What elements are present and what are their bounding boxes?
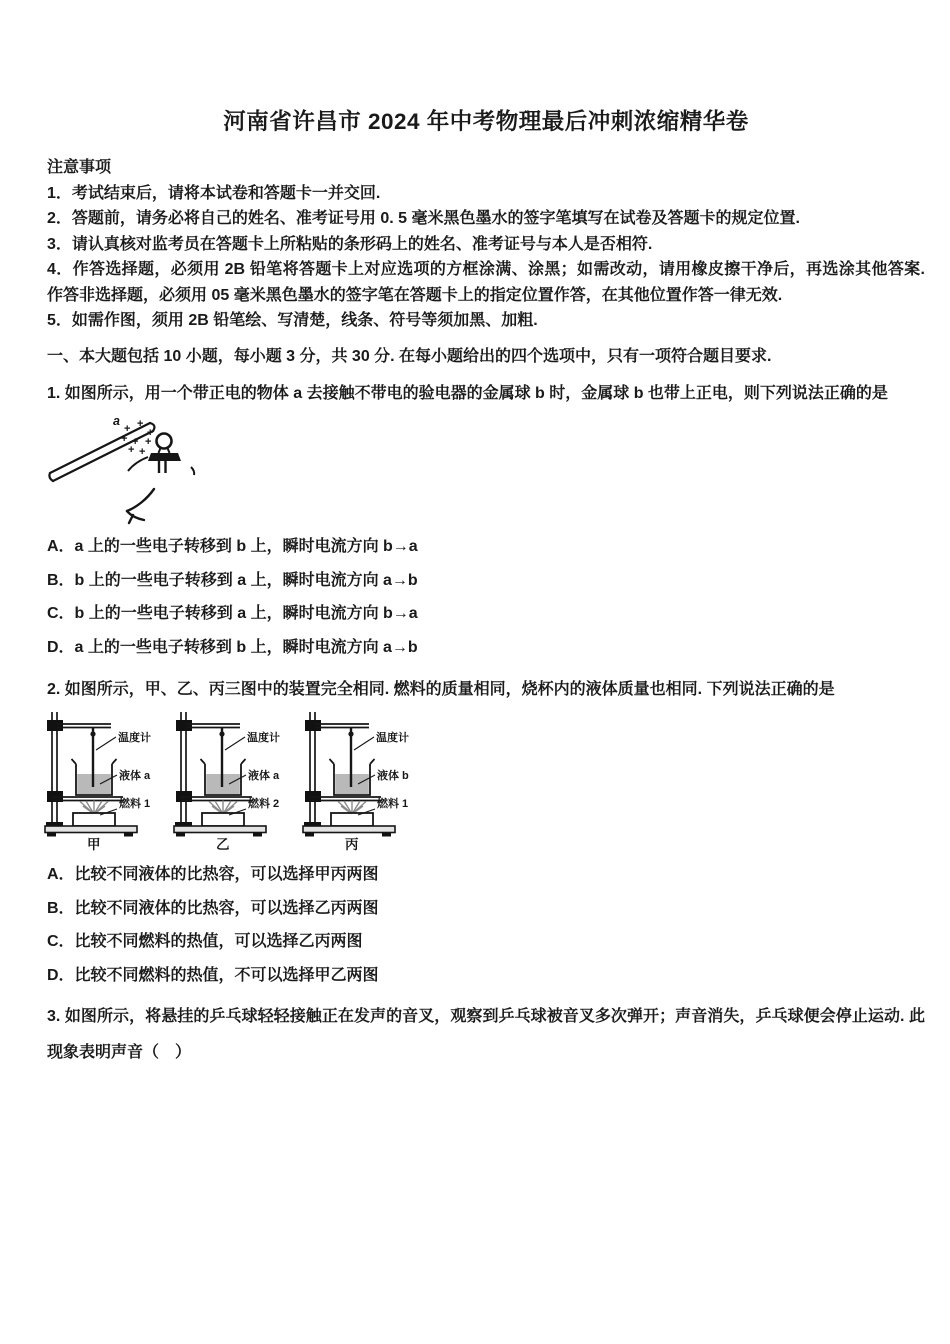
stand-base (174, 826, 266, 833)
metal-ball-b (157, 434, 172, 449)
question-1-figure (47, 415, 925, 527)
fuel-label: 燃料 2 (248, 798, 280, 810)
apparatus-diagram-jia (43, 711, 169, 851)
fuel-label: 燃料 1 (119, 798, 151, 810)
electroscope-stem (159, 461, 166, 473)
flame (338, 801, 366, 815)
plus-charge-mark: + (132, 436, 139, 448)
electroscope-leaves (127, 489, 154, 523)
question-2-stem: 2. 如图所示，甲、乙、丙三图中的装置完全相同. 燃料的质量相同，烧杯内的液体质量也相同. 下列说法正确的是 (47, 681, 835, 698)
apparatus-diagram-bing (301, 711, 427, 851)
thermometer-knob (348, 731, 353, 736)
base-foot-right (124, 833, 133, 837)
thermometer-label: 温度计 (118, 732, 151, 744)
stand-base (303, 826, 395, 833)
q1-option-c: C．b 上的一些电子转移到 a 上，瞬时电流方向 b→a (47, 605, 418, 622)
flask-rim-right (191, 467, 194, 475)
question-1-options (47, 537, 925, 658)
fuel-block (73, 813, 115, 826)
notice-heading: 注意事项 (47, 159, 112, 176)
liquid-label: 液体 a (119, 770, 151, 782)
q1-option-b: B．b 上的一些电子转移到 a 上，瞬时电流方向 a→b (47, 571, 418, 589)
plus-charge-mark: + (137, 418, 144, 430)
thermometer-knob (219, 731, 224, 736)
stand-base (45, 826, 137, 833)
thermometer-label: 温度计 (376, 732, 409, 744)
q2-option-a: A．比较不同液体的比热容，可以选择甲丙两图 (47, 866, 379, 883)
question-2-figure (43, 711, 925, 851)
question-3-stem: 3. 如图所示，将悬挂的乒乓球轻轻接触正在发声的音叉，观察到乒乓球被音叉多次弹开；声音消失，乒乓球便会停止运动. 此现象表明声音（ ） (47, 1008, 925, 1061)
stand-clamp-top (305, 720, 321, 731)
liquid-label: 液体 a (248, 770, 280, 782)
flame (209, 801, 237, 815)
fuel-label: 燃料 1 (377, 798, 409, 810)
electroscope-cap (148, 453, 181, 461)
q2-option-c: C．比较不同燃料的热值，可以选择乙丙两图 (47, 933, 363, 950)
notice-item-4: 4．作答选择题，必须用 2B 铅笔将答题卡上对应选项的方框涂满、涂黑；如需改动，请用橡皮擦干净后，再选涂其他答案. 作答非选择题，必须用 05 毫米黑色墨水的签字笔在答题卡上的指定位置作答，在其他位置作答一律无效. (47, 261, 925, 304)
base-foot-left (305, 833, 314, 837)
fuel-block (202, 813, 244, 826)
stand-clamp-top (176, 720, 192, 731)
apparatus-caption: 乙 (216, 837, 230, 851)
question-2-options (47, 865, 925, 986)
thermometer-label: 温度计 (247, 732, 280, 744)
flame (80, 801, 108, 815)
notice-item-2: 2．答题前，请务必将自己的姓名、准考证号用 0. 5 毫米黑色墨水的签字笔填写在试卷及答题卡的规定位置. (47, 210, 800, 227)
electroscope-diagram (47, 415, 217, 527)
plus-charge-mark: + (128, 444, 135, 456)
notice-item-1: 1．考试结束后，请将本试卷和答题卡一并交回. (47, 184, 381, 202)
liquid-label: 液体 b (377, 770, 409, 782)
q1-option-d: D．a 上的一些电子转移到 b 上，瞬时电流方向 a→b (47, 638, 418, 656)
base-foot-left (47, 833, 56, 837)
question-1-stem: 1. 如图所示，用一个带正电的物体 a 去接触不带电的验电器的金属球 b 时，金属球 b 也带上正电，则下列说法正确的是 (47, 385, 888, 402)
plus-charge-mark: + (121, 433, 128, 445)
apparatus-caption: 丙 (345, 837, 359, 851)
q1-option-a: A．a 上的一些电子转移到 b 上，瞬时电流方向 b→a (47, 538, 418, 555)
apparatus-diagram-yi (172, 711, 298, 851)
plus-charge-mark: + (139, 446, 146, 458)
stand-clamp-top (47, 720, 63, 731)
thermometer-knob (90, 731, 95, 736)
plus-charge-mark: + (145, 436, 152, 448)
notice-item-3: 3．请认真核对监考员在答题卡上所粘贴的条形码上的姓名、准考证号与本人是否相符. (47, 235, 653, 253)
base-foot-right (382, 833, 391, 837)
section-one-heading: 一、本大题包括 10 小题，每小题 3 分，共 30 分. 在每小题给出的四个选项中，只有一项符合题目要求. (47, 347, 772, 365)
page-title: 河南省许昌市 2024 年中考物理最后冲刺浓缩精华卷 (223, 109, 749, 134)
plus-charge-mark: + (147, 427, 154, 439)
notice-item-5: 5．如需作图，须用 2B 铅笔绘、写清楚，线条、符号等须加黑、加粗. (47, 312, 538, 329)
fuel-block (331, 813, 373, 826)
notice-section (47, 155, 925, 334)
plus-charge-mark: + (124, 423, 131, 435)
rod-label: a (113, 415, 120, 428)
base-foot-left (176, 833, 185, 837)
q2-option-b: B．比较不同液体的比热容，可以选择乙丙两图 (47, 899, 379, 917)
apparatus-caption: 甲 (87, 837, 101, 851)
flask-rim-left (128, 457, 148, 471)
base-foot-right (253, 833, 262, 837)
q2-option-d: D．比较不同燃料的热值，不可以选择甲乙两图 (47, 966, 379, 984)
